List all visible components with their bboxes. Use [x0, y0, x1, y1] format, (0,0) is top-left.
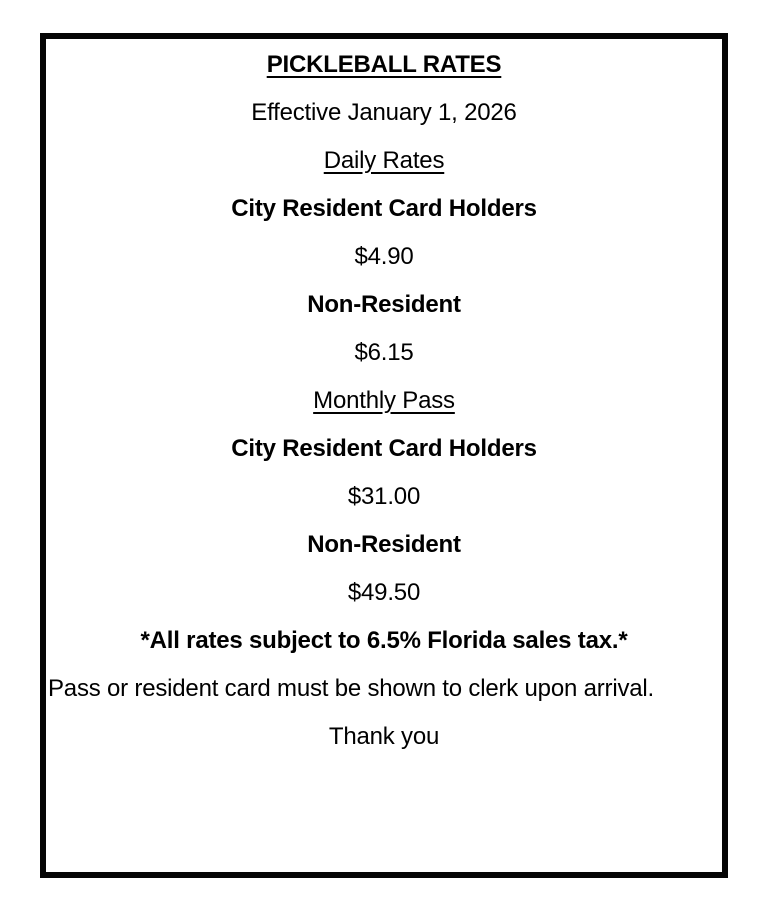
rate-label-monthly-resident: City Resident Card Holders — [231, 435, 537, 462]
rate-price-monthly-resident: $31.00 — [347, 483, 421, 510]
tax-note: *All rates subject to 6.5% Florida sales tax.* — [140, 627, 628, 654]
pickleball-rates-sign — [40, 33, 728, 878]
rate-label-daily-resident: City Resident Card Holders — [231, 195, 537, 222]
rate-label-daily-nonresident: Non-Resident — [307, 291, 461, 318]
effective-date: Effective January 1, 2026 — [251, 99, 517, 126]
section-heading-monthly-pass: Monthly Pass — [313, 387, 455, 414]
rate-price-monthly-nonresident: $49.50 — [347, 579, 421, 606]
instruction-text: Pass or resident card must be shown to clerk upon arrival. — [47, 675, 654, 702]
page-title: PICKLEBALL RATES — [266, 51, 502, 78]
closing-text: Thank you — [328, 723, 440, 750]
rate-price-daily-nonresident: $6.15 — [354, 339, 414, 366]
rate-label-monthly-nonresident: Non-Resident — [307, 531, 461, 558]
rate-price-daily-resident: $4.90 — [354, 243, 414, 270]
section-heading-daily-rates: Daily Rates — [323, 147, 445, 174]
